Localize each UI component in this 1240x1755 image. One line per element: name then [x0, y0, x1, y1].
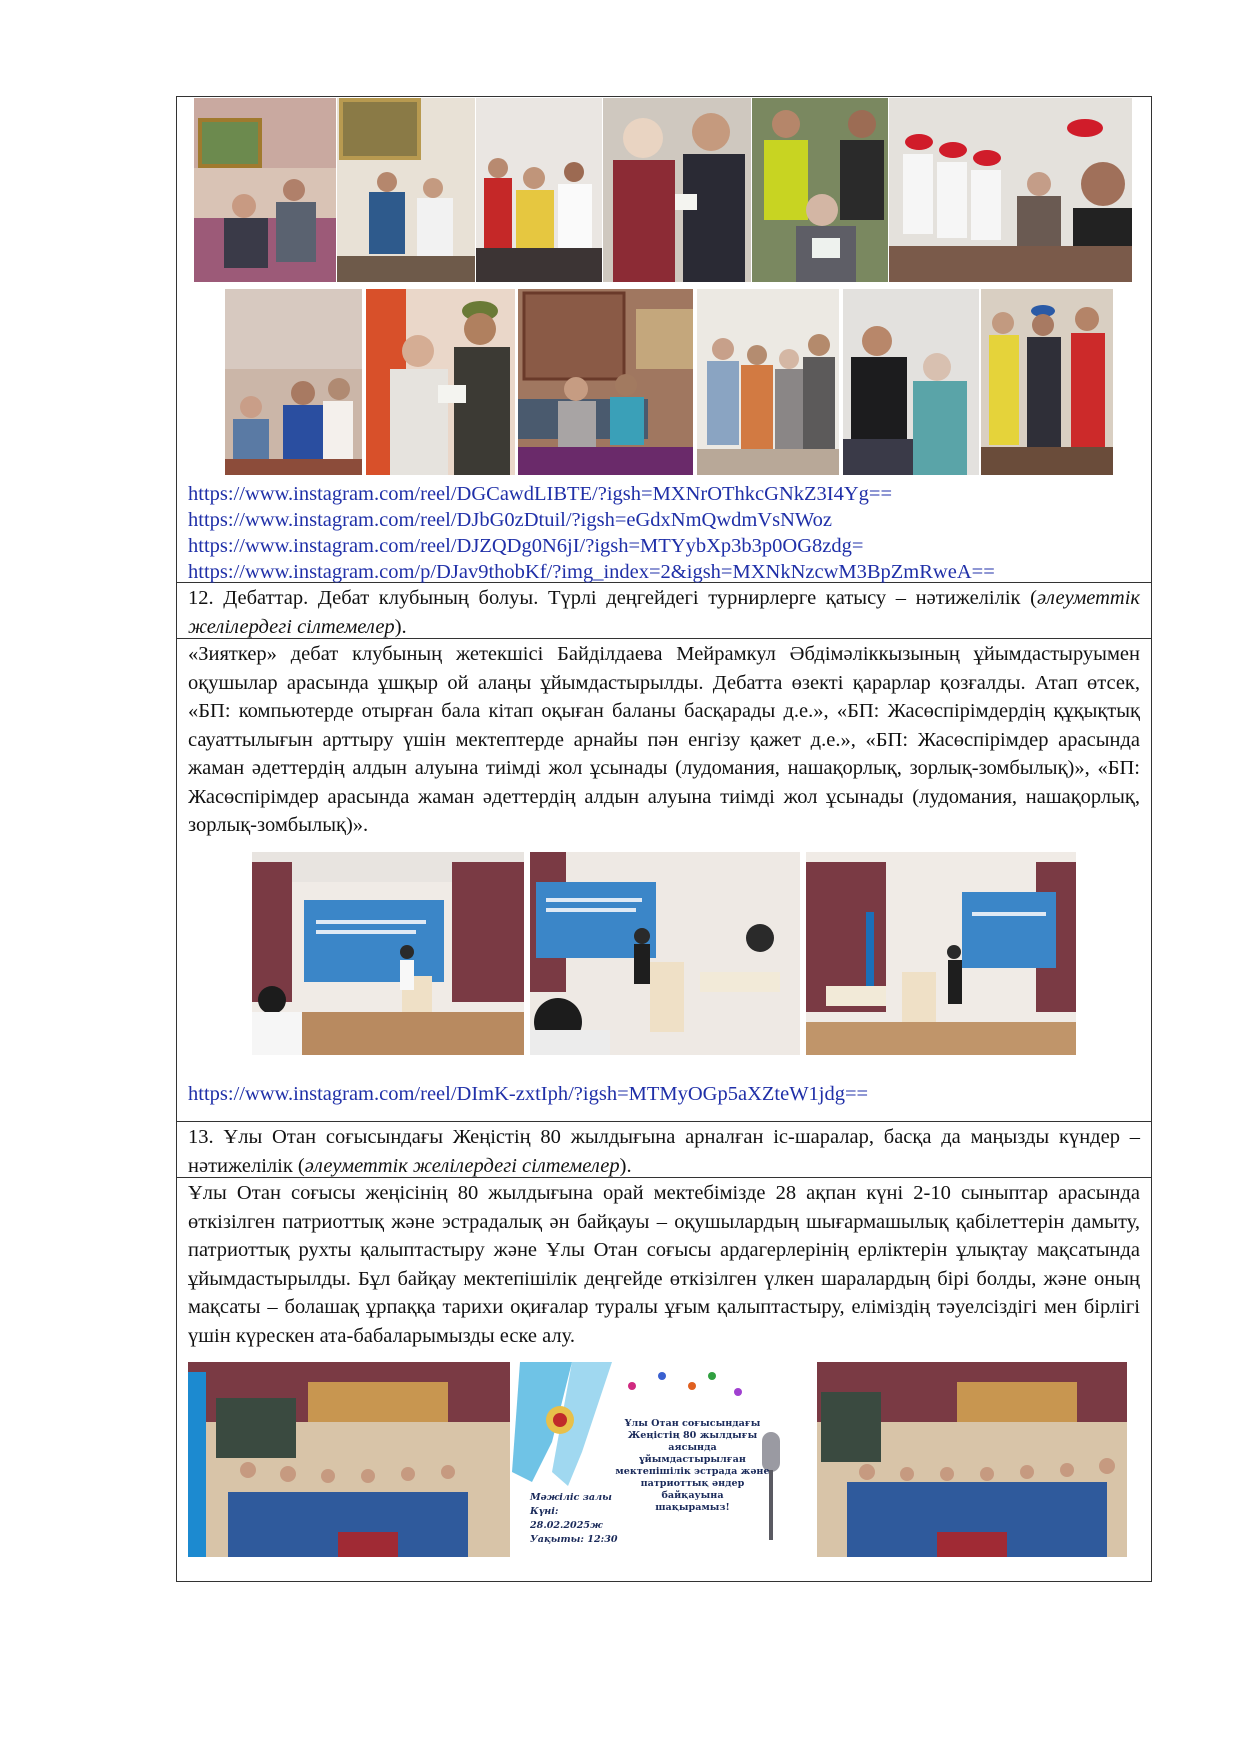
instagram-links — [188, 481, 1138, 585]
veteran-photo — [518, 289, 693, 475]
instagram-link[interactable]: https://www.instagram.com/reel/DImK-zxtIph/?igsh=MTMyOGp5aXZteW1jdg== — [188, 1083, 869, 1105]
veteran-photo — [225, 289, 362, 475]
section-13-heading: 13. Ұлы Отан соғысындағы Жеңістің 80 жылдығына арналған іс-шаралар, басқа да маңызды күндер – нәтижелілік (әлеуметтік желілердегі сілтемелер). — [188, 1126, 1140, 1177]
debate-photo — [252, 852, 524, 1055]
veteran-photo — [752, 98, 888, 282]
veteran-photo — [603, 98, 751, 282]
veteran-photo — [337, 98, 475, 282]
veteran-photo — [889, 98, 1132, 282]
instagram-link[interactable]: https://www.instagram.com/p/DJav9thobKf/?img_index=2&igsh=MXNkNzcwM3BpZmRweA== — [188, 561, 995, 583]
poster-title: Ұлы Отан соғысындағы Жеңістің 80 жылдығы аясында ұйымдастырылған мектепішілік эстрада және патриоттық әндер байқауына шақырамыз! — [615, 1418, 770, 1513]
poster-place: Мәжіліс залы — [530, 1492, 612, 1503]
veteran-photo — [366, 289, 515, 475]
concert-photo — [817, 1362, 1127, 1557]
poster-date: Күні: 28.02.2025ж — [530, 1506, 603, 1531]
instagram-link[interactable]: https://www.instagram.com/reel/DJZQDg0N6jI/?igsh=MTYybXp3b3p0OG8zdg= — [188, 535, 864, 557]
poster-time: Уақыты: 12:30 — [530, 1534, 618, 1545]
instagram-link[interactable]: https://www.instagram.com/reel/DGCawdLIBTE/?igsh=MXNrOThkcGNkZ3I4Yg== — [188, 483, 893, 505]
debate-photo — [530, 852, 800, 1055]
veteran-photo — [981, 289, 1113, 475]
veteran-photo — [843, 289, 979, 475]
veteran-photo — [194, 98, 336, 282]
instagram-link[interactable]: https://www.instagram.com/reel/DJbG0zDtuil/?igsh=eGdxNmQwdmVsNWoz — [188, 509, 832, 531]
veteran-photo — [697, 289, 839, 475]
section-12-heading: 12. Дебаттар. Дебат клубының болуы. Түрлі деңгейдегі турнирлерге қатысу – нәтижелілік (әлеуметтік желілердегі сілтемелер). — [188, 587, 1140, 638]
debate-photo — [806, 852, 1076, 1055]
section-12-body: «Зияткер» дебат клубының жетекшісі Байділдаева Мейрамкул Әбдімәліккызының ұйымдастыруымен оқушылар арасында ұшқыр ой алаңы ұйымдастырылды. Дебатта өзекті қарарлар қозғалды. Атап өтсек, «БП: компьютерде отырған бала кітап оқыған баланы басқарады д.е.», «БП: Жасөспірімдердің құқықтық сауаттылығын арттыру үшін мектептерде арнайы пән енгізу қажет д.е.», «БП: Жасөспірімдер арасында жаман әдеттердің алдын алуына тиімді жол ұсынады (лудомания, нашақорлық, зорлық-зомбылық)», «БП: Жасөспірімдер арасында жаман әдеттердің алдын алуына тиімді жол ұсынады (лудомания, нашақорлық, зорлық-зомбылық)». — [188, 643, 1140, 836]
poster-details — [530, 1491, 620, 1547]
section-13-body: Ұлы Отан соғысы жеңісінің 80 жылдығына орай мектебімізде 28 ақпан күні 2-10 сыныптар арасында өткізілген патриоттық және эстрадалық ән байқауы – оқушылардың шығармашылық қабілеттерін дамыту, патриоттық рухты қалыптастыру және Ұлы Отан соғысы ардагерлерінің ерліктерін ұлықтау мақсатында ұйымдастырылды. Бұл байқау мектепішілік деңгейде өткізілген үлкен шаралардың бірі болды, және оның мақсаты – болашақ ұрпаққа тарихи оқиғалар туралы ұғым қалыптастыру, еліміздің тәуелсіздігі мен бірлігі үшін күрескен ата-бабаларымызды еске алу. — [188, 1182, 1140, 1347]
veteran-photo — [476, 98, 602, 282]
row-divider — [176, 1121, 1152, 1122]
concert-photo — [188, 1362, 510, 1557]
